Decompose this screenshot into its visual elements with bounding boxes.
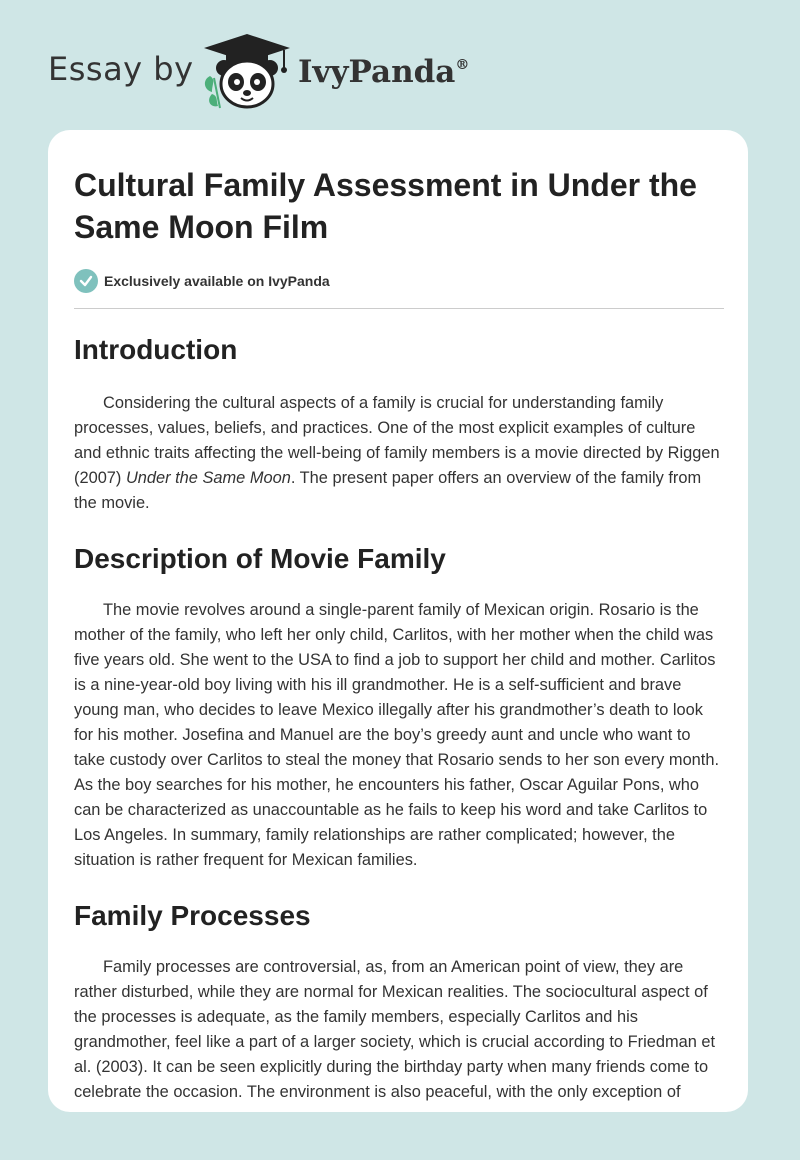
divider	[74, 308, 724, 309]
section-heading-introduction: Introduction	[74, 334, 238, 365]
essay-card	[48, 130, 748, 1112]
exclusive-badge	[74, 268, 724, 294]
film-title-italic: Under the Same Moon	[125, 469, 291, 487]
brand-name[interactable]: IvyPanda®	[298, 54, 470, 90]
section-paragraph-introduction: Considering the cultural aspects of a family is crucial for understanding family processes, values, beliefs, and practices. One of the most explicit examples of culture and ethnic traits affecting the well-being of family members is a movie directed by Riggen (2007) Under the Same Moon. The present paper offers an overview of the family from the movie.	[74, 394, 720, 512]
panda-graduate-icon[interactable]	[200, 32, 295, 110]
essay-content	[74, 164, 724, 1105]
essay-by-label: Essay by	[48, 50, 194, 88]
section-heading-description: Description of Movie Family	[74, 543, 446, 574]
site-header	[0, 0, 800, 130]
section-paragraph-description: The movie revolves around a single-parent family of Mexican origin. Rosario is the mother of the family, who left her only child, Carlitos, with her mother when the child was five years old. She went to the USA to find a job to support her child and mother. Carlitos is a nine-year-old boy living with his ill grandmother. He is a self-sufficient and brave young man, who decides to leave Mexico illegally after his grandmother’s death to look for his mother. Josefina and Manuel are the boy’s greedy aunt and uncle who want to take custody over Carlitos to steal the money that Rosario sends to her son every month. As the boy searches for his mother, he encounters his father, Oscar Aguilar Pons, who can be characterized as unaccountable as he fails to keep his word and take Carlitos to Los Angeles. In summary, family relationships are rather complicated; however, the situation is rather frequent for Mexican families.	[74, 601, 720, 869]
essay-title: Cultural Family Assessment in Under the Same Moon Film	[74, 167, 697, 245]
exclusive-label: Exclusively available on IvyPanda	[104, 273, 330, 289]
checkmark-icon	[74, 269, 98, 293]
section-heading-family-processes: Family Processes	[74, 900, 311, 931]
section-paragraph-family-processes: Family processes are controversial, as, from an American point of view, they are rather disturbed, while they are normal for Mexican realities. The sociocultural aspect of the processes is adequate, as the family members, especially Carlitos and his grandmother, feel like a part of a larger society, which is crucial according to Friedman et al. (2003). It can be seen explicitly during the birthday party when many friends come to celebrate the occasion. The environment is also peaceful, with the only exception of	[74, 958, 716, 1101]
